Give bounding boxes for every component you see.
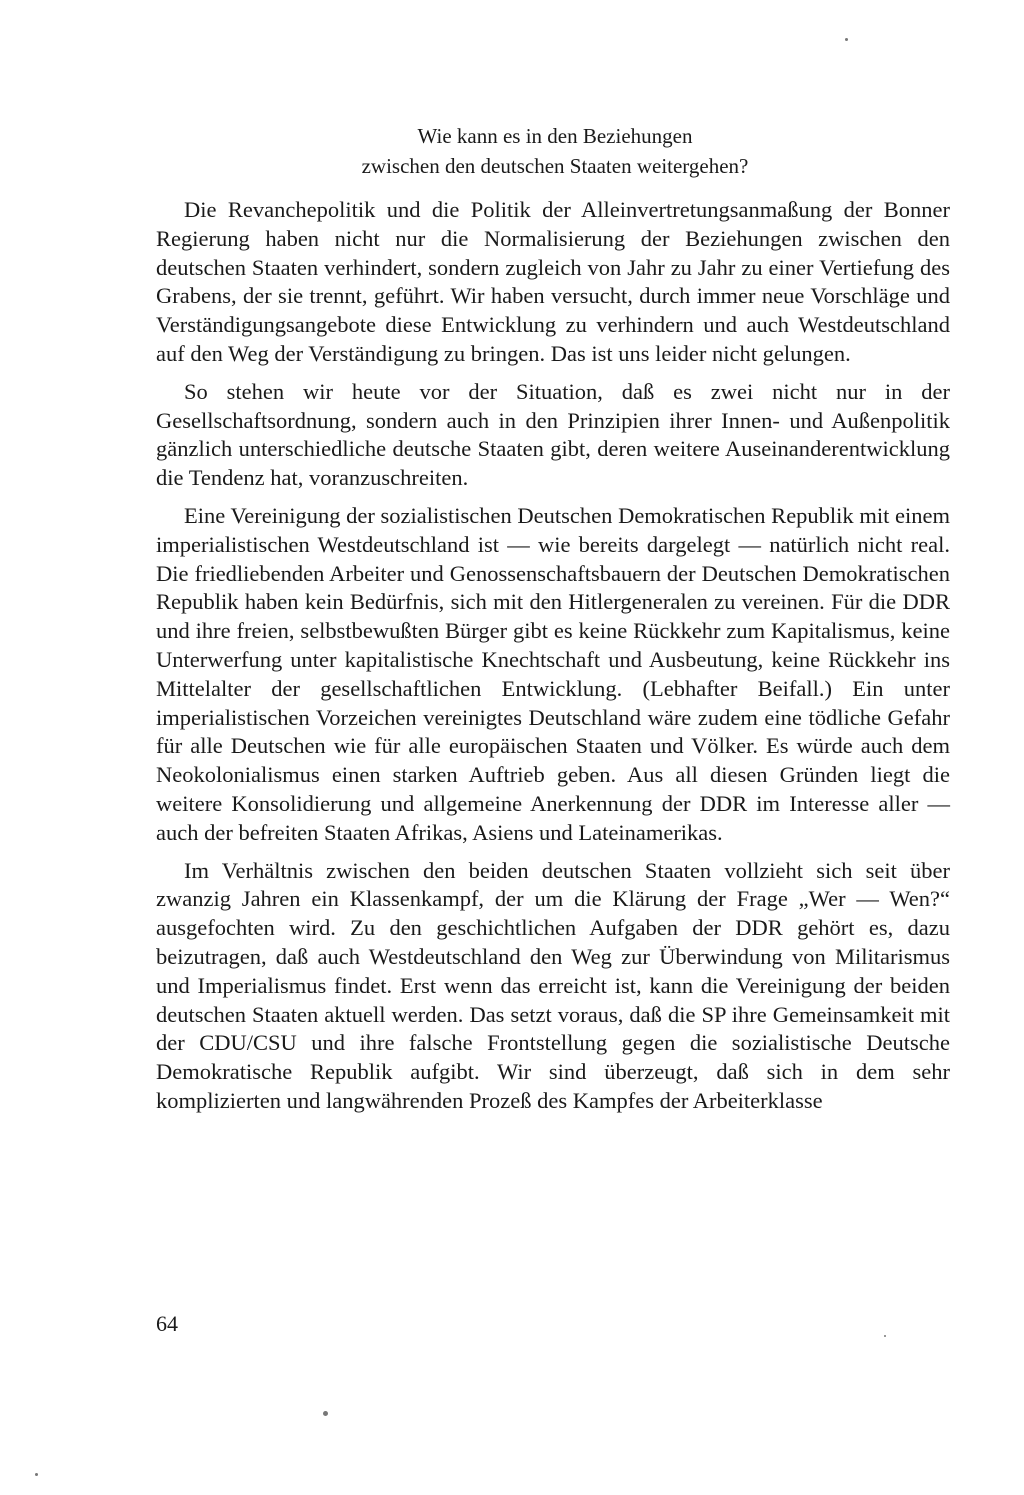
paragraph-1: Die Revanchepolitik und die Politik der Alleinvertretungsanmaßung der Bonner Regierung haben nicht nur die Normalisierung der Beziehungen zwischen den deutschen Staaten verhindert, sondern zugleich von Jahr zu Jahr zu einer Vertiefung des Grabens, der sie trennt, geführt. Wir haben versucht, durch immer neue Vorschläge und Verständigungsangebote diese Entwicklung zu verhindern und auch Westdeutschland auf den Weg der Verständigung zu bringen. Das ist uns leider nicht gelungen.	[156, 197, 950, 366]
scan-speck	[323, 1411, 328, 1416]
scan-speck	[35, 1473, 38, 1476]
scan-speck	[884, 1335, 886, 1337]
section-heading-line-1: Wie kann es in den Beziehungen	[417, 124, 693, 148]
section-heading-line-2: zwischen den deutschen Staaten weitergehen?	[361, 154, 749, 178]
scan-speck	[845, 38, 848, 41]
page-number: 64	[156, 1311, 178, 1336]
paragraph-3: Eine Vereinigung der sozialistischen Deutschen Demokratischen Republik mit einem imperialistischen Westdeutschland ist — wie bereits dargelegt — natürlich nicht real. Die friedliebenden Arbeiter und Genossenschaftsbauern der Deutschen Demokratischen Republik haben kein Bedürfnis, sich mit den Hitlergeneralen zu vereinen. Für die DDR und ihre freien, selbstbewußten Bürger gibt es keine Rückkehr zum Kapitalismus, keine Unterwerfung unter kapitalistische Knechtschaft und Ausbeutung, keine Rückkehr ins Mittelalter der gesellschaftlichen Entwicklung. (Lebhafter Beifall.) Ein unter imperialistischen Vorzeichen vereinigtes Deutschland wäre zudem eine tödliche Gefahr für alle Deutschen wie für alle europäischen Staaten und Völker. Es würde auch dem Neokolonialismus einen starken Auftrieb geben. Aus all diesen Gründen liegt die weitere Konsolidierung und allgemeine Anerkennung der DDR im Interesse aller — auch der befreiten Staaten Afrikas, Asiens und Lateinamerikas.	[156, 502, 950, 845]
body-text	[156, 196, 950, 1116]
paragraph-4: Im Verhältnis zwischen den beiden deutschen Staaten vollzieht sich seit über zwanzig Jahren ein Klassenkampf, der um die Klärung der Frage „Wer — Wen?“ ausgefochten wird. Zu den geschichtlichen Aufgaben der DDR gehört es, dazu beizutragen, daß auch Westdeutschland den Weg zur Überwindung von Militarismus und Imperialismus findet. Erst wenn das erreicht ist, kann die Vereinigung der beiden deutschen Staaten aktuell werden. Das setzt voraus, daß die SP ihre Gemeinsamkeit mit der CDU/CSU und ihre falsche Frontstellung gegen die sozialistische Deutsche Demokratische Republik aufgibt. Wir sind überzeugt, daß sich in dem sehr komplizierten und langwährenden Prozeß des Kampfes der Arbeiterklasse	[156, 857, 950, 1113]
paragraph-2: So stehen wir heute vor der Situation, daß es zwei nicht nur in der Gesellschaftsordnung, sondern auch in den Prinzipien ihrer Innen- und Außenpolitik gänzlich unterschiedliche deutsche Staaten gibt, deren weitere Auseinanderentwicklung die Tendenz hat, voranzuschreiten.	[156, 378, 950, 491]
